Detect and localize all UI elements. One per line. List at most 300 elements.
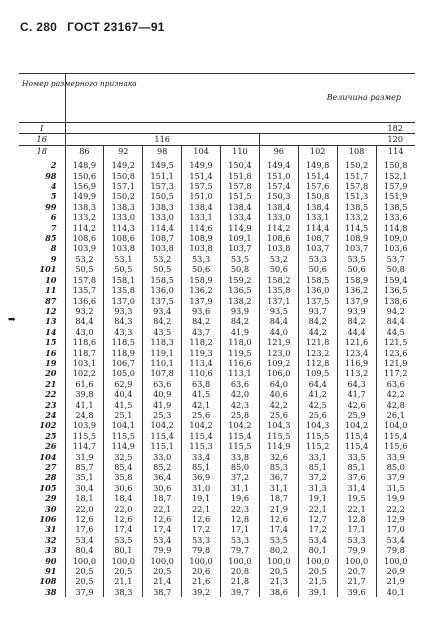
table-cell: 108,7 — [143, 233, 182, 243]
table-cell: 40,6 — [259, 389, 298, 399]
table-cell: 41,1 — [65, 400, 104, 410]
table-cell: 37,6 — [337, 472, 376, 482]
table-cell: 19,9 — [376, 493, 415, 503]
table-cell: 100,0 — [298, 556, 337, 566]
table-cell: 107,8 — [143, 368, 182, 378]
table-cell: 104,2 — [221, 420, 260, 430]
row-number: 16 — [45, 347, 57, 358]
table-row — [19, 462, 415, 472]
table-cell: 21,6 — [182, 576, 221, 586]
table-cell: 138,3 — [65, 202, 104, 212]
row1-value: 182 — [65, 123, 415, 134]
row-number: 30 — [45, 503, 57, 514]
table-cell: 113,4 — [182, 358, 221, 368]
column-header: 102 — [298, 145, 337, 156]
table-cell: 40,4 — [104, 389, 143, 399]
table-cell: 40,1 — [376, 587, 415, 597]
table-cell: 137,9 — [337, 296, 376, 306]
table-cell: 21,5 — [298, 576, 337, 586]
table-row — [19, 348, 415, 358]
table-row — [19, 524, 415, 534]
table-cell: 133,6 — [376, 212, 415, 222]
table-cell: 137,1 — [259, 296, 298, 306]
table-cell: 151,7 — [337, 171, 376, 181]
table-cell: 158,1 — [104, 275, 143, 285]
table-row — [19, 171, 415, 181]
column-header: 114 — [376, 145, 415, 156]
table-cell: 53,1 — [104, 254, 143, 264]
table-cell: 32,5 — [104, 452, 143, 462]
table-cell: 53,5 — [221, 254, 260, 264]
table-cell: 17,0 — [376, 524, 415, 534]
table-cell: 41,5 — [104, 400, 143, 410]
row-number: 12 — [45, 305, 57, 316]
table-cell: 100,0 — [337, 556, 376, 566]
table-cell: 118,0 — [221, 337, 260, 347]
row-number: 90 — [45, 555, 57, 566]
table-cell: 104,3 — [298, 420, 337, 430]
row-number: 9 — [50, 253, 57, 264]
row-label-18: 18 — [19, 145, 65, 156]
table-cell: 149,2 — [104, 160, 143, 170]
table-cell: 103,7 — [298, 243, 337, 253]
table-cell: 53,7 — [376, 254, 415, 264]
table-cell: 133,1 — [182, 212, 221, 222]
table-cell: 103,9 — [65, 243, 104, 253]
row-number: 19 — [45, 357, 57, 368]
table-cell: 84,2 — [182, 316, 221, 326]
table-cell: 39,2 — [182, 587, 221, 597]
table-cell: 136,5 — [376, 285, 415, 295]
table-cell: 41,2 — [298, 389, 337, 399]
table-cell: 104,3 — [259, 420, 298, 430]
table-cell: 84,2 — [298, 316, 337, 326]
table-cell: 41,9 — [143, 400, 182, 410]
table-cell: 108,6 — [259, 233, 298, 243]
row-number: 10 — [45, 274, 57, 285]
table-cell: 25,6 — [259, 410, 298, 420]
table-cell: 113,2 — [337, 368, 376, 378]
table-row — [19, 254, 415, 264]
row-label-16: 16 — [19, 134, 65, 145]
table-cell: 103,8 — [182, 243, 221, 253]
table-cell: 79,8 — [376, 545, 415, 555]
table-cell: 115,5 — [221, 441, 260, 451]
table-cell: 20,9 — [376, 566, 415, 576]
table-cell: 50,6 — [182, 264, 221, 274]
table-cell: 103,7 — [337, 243, 376, 253]
table-cell: 17,2 — [298, 524, 337, 534]
table-cell: 21,7 — [337, 576, 376, 586]
table-cell: 115,1 — [143, 441, 182, 451]
table-cell: 42,2 — [259, 400, 298, 410]
table-cell: 79,8 — [182, 545, 221, 555]
table-cell: 22,3 — [221, 504, 260, 514]
table-cell: 18,7 — [259, 493, 298, 503]
table-row — [19, 556, 415, 566]
table-cell: 20,8 — [221, 566, 260, 576]
table-row — [19, 472, 415, 482]
table-cell: 151,4 — [298, 171, 337, 181]
row-number: 101 — [39, 264, 57, 275]
table-row — [19, 379, 415, 389]
table-cell: 84,4 — [65, 316, 104, 326]
table-cell: 157,5 — [182, 181, 221, 191]
table-cell: 21,9 — [259, 504, 298, 514]
table-cell: 37,9 — [65, 587, 104, 597]
table-cell: 103,8 — [143, 243, 182, 253]
table-cell: 136,6 — [65, 296, 104, 306]
table-cell: 26,1 — [376, 410, 415, 420]
table-cell: 115,5 — [259, 431, 298, 441]
table-row — [19, 223, 415, 233]
table-cell: 30,4 — [65, 483, 104, 493]
table-cell: 85,0 — [221, 462, 260, 472]
table-cell: 138,5 — [337, 202, 376, 212]
table-row — [19, 337, 415, 347]
table-cell: 94,2 — [376, 306, 415, 316]
table-cell: 105,0 — [104, 368, 143, 378]
table-cell: 53,4 — [65, 535, 104, 545]
table-cell: 53,3 — [182, 254, 221, 264]
row-number: 14 — [45, 326, 57, 337]
table-cell: 115,4 — [376, 431, 415, 441]
table-cell: 115,4 — [182, 431, 221, 441]
row-number: 2 — [50, 160, 57, 171]
table-cell: 157,6 — [298, 181, 337, 191]
table-cell: 64,3 — [337, 379, 376, 389]
table-row — [19, 181, 415, 191]
table-cell: 79,9 — [143, 545, 182, 555]
column-header: 92 — [104, 145, 143, 156]
table-row — [19, 243, 415, 253]
table-cell: 33,8 — [221, 452, 260, 462]
table-cell: 150,3 — [259, 191, 298, 201]
table-cell: 53,4 — [298, 535, 337, 545]
table-cell: 12,6 — [65, 514, 104, 524]
table-cell: 149,9 — [65, 191, 104, 201]
table-cell: 85,1 — [337, 462, 376, 472]
table-cell: 44,0 — [259, 327, 298, 337]
table-cell: 133,2 — [337, 212, 376, 222]
table-row — [19, 316, 415, 326]
table-cell: 133,1 — [298, 212, 337, 222]
table-cell: 79,7 — [221, 545, 260, 555]
table-cell: 115,4 — [337, 441, 376, 451]
table-cell: 20,5 — [143, 566, 182, 576]
table-row — [19, 452, 415, 462]
table-cell: 42,1 — [182, 400, 221, 410]
table-cell: 20,5 — [259, 566, 298, 576]
row-number: 29 — [45, 493, 57, 504]
table-cell: 50,6 — [337, 264, 376, 274]
table-cell: 20,6 — [182, 566, 221, 576]
row-number: 31 — [45, 524, 57, 535]
table-cell: 20,5 — [298, 566, 337, 576]
table-cell: 114,4 — [143, 223, 182, 233]
table-cell: 138,6 — [376, 296, 415, 306]
table-cell: 50,6 — [259, 264, 298, 274]
row-number: 20 — [45, 368, 57, 379]
table-cell: 152,1 — [376, 171, 415, 181]
table-cell: 150,4 — [221, 160, 260, 170]
table-cell: 119,3 — [182, 348, 221, 358]
table-cell: 100,0 — [65, 556, 104, 566]
row-number: 104 — [39, 451, 57, 462]
table-cell: 85,7 — [65, 462, 104, 472]
table-cell: 33,1 — [298, 452, 337, 462]
table-cell: 44,4 — [337, 327, 376, 337]
row-number: 85 — [45, 233, 57, 244]
table-cell: 21,4 — [143, 576, 182, 586]
table-cell: 114,2 — [259, 223, 298, 233]
table-cell: 112,8 — [298, 358, 337, 368]
table-cell: 114,2 — [65, 223, 104, 233]
table-cell: 104,0 — [376, 420, 415, 430]
table-cell: 115,4 — [221, 431, 260, 441]
table-cell: 19,1 — [182, 493, 221, 503]
table-cell: 93,5 — [259, 306, 298, 316]
table-cell: 42,5 — [298, 400, 337, 410]
table-cell: 104,1 — [104, 420, 143, 430]
table-cell: 19,1 — [298, 493, 337, 503]
row-number: 13 — [45, 316, 57, 327]
table-cell: 103,6 — [376, 243, 415, 253]
table-row — [19, 358, 415, 368]
table-cell: 151,4 — [182, 171, 221, 181]
row-number: 102 — [39, 420, 57, 431]
table-row — [19, 493, 415, 503]
table-cell: 151,9 — [376, 191, 415, 201]
table-cell: 93,9 — [221, 306, 260, 316]
table-cell: 25,1 — [104, 410, 143, 420]
table-cell: 18,4 — [104, 493, 143, 503]
table-cell: 109,0 — [376, 233, 415, 243]
table-cell: 43,7 — [182, 327, 221, 337]
gost-title: ГОСТ 23167—91 — [67, 20, 165, 34]
row-number: 4 — [50, 181, 57, 192]
table-cell: 53,2 — [65, 254, 104, 264]
table-cell: 33,4 — [182, 452, 221, 462]
table-row — [19, 441, 415, 451]
table-cell: 31,0 — [182, 483, 221, 493]
table-cell: 22,0 — [65, 504, 104, 514]
table-cell: 151,0 — [182, 191, 221, 201]
table-cell: 20,7 — [337, 566, 376, 576]
table-cell: 32,6 — [259, 452, 298, 462]
row-number: 7 — [50, 222, 57, 233]
table-cell: 41,5 — [182, 389, 221, 399]
table-cell: 21,3 — [259, 576, 298, 586]
table-cell: 119,1 — [143, 348, 182, 358]
table-cell: 137,5 — [298, 296, 337, 306]
table-cell: 115,4 — [337, 431, 376, 441]
table-cell: 135,8 — [259, 285, 298, 295]
table-row — [19, 535, 415, 545]
table-row — [19, 285, 415, 295]
table-cell: 53,3 — [182, 535, 221, 545]
table-cell: 93,2 — [65, 306, 104, 316]
table-cell: 156,9 — [65, 181, 104, 191]
table-cell: 114,4 — [298, 223, 337, 233]
row-number: 5 — [50, 191, 57, 202]
table-cell: 157,8 — [337, 181, 376, 191]
table-cell: 115,4 — [143, 431, 182, 441]
table-cell: 18,1 — [65, 493, 104, 503]
table-cell: 133,0 — [104, 212, 143, 222]
table-cell: 33,9 — [376, 452, 415, 462]
table-cell: 50,8 — [376, 264, 415, 274]
table-row — [19, 275, 415, 285]
table-cell: 118,9 — [104, 348, 143, 358]
table-cell: 103,7 — [221, 243, 260, 253]
table-cell: 138,4 — [182, 202, 221, 212]
table-cell: 102,2 — [65, 368, 104, 378]
table-cell: 114,5 — [337, 223, 376, 233]
table-cell: 93,7 — [298, 306, 337, 316]
table-cell: 150,8 — [376, 160, 415, 170]
table-cell: 137,0 — [104, 296, 143, 306]
table-cell: 50,8 — [221, 264, 260, 274]
table-cell: 85,1 — [182, 462, 221, 472]
table-cell: 121,8 — [298, 337, 337, 347]
table-cell: 150,5 — [143, 191, 182, 201]
table-cell: 149,5 — [143, 160, 182, 170]
table-cell: 118,7 — [65, 348, 104, 358]
row-number: 87 — [45, 295, 57, 306]
table-cell: 136,5 — [221, 285, 260, 295]
table-cell: 63,6 — [376, 379, 415, 389]
table-cell: 38,6 — [259, 587, 298, 597]
row-number: 25 — [45, 430, 57, 441]
table-row — [19, 296, 415, 306]
table-row — [19, 483, 415, 493]
row-number: 105 — [39, 482, 57, 493]
table-cell: 39,7 — [221, 587, 260, 597]
table-cell: 116,6 — [221, 358, 260, 368]
table-row — [19, 431, 415, 441]
table-cell: 22,2 — [376, 504, 415, 514]
row-number: 27 — [45, 462, 57, 472]
table-cell: 121,6 — [337, 337, 376, 347]
table-cell: 36,4 — [143, 472, 182, 482]
table-cell: 85,4 — [104, 462, 143, 472]
table-cell: 43,0 — [65, 327, 104, 337]
table-cell: 53,3 — [337, 535, 376, 545]
column-header: 110 — [221, 145, 260, 156]
table-cell: 123,0 — [259, 348, 298, 358]
table-cell: 53,3 — [298, 254, 337, 264]
table-cell: 158,5 — [143, 275, 182, 285]
table-cell: 93,4 — [143, 306, 182, 316]
table-cell: 151,3 — [337, 191, 376, 201]
table-cell: 12,9 — [376, 514, 415, 524]
table-cell: 114,6 — [182, 223, 221, 233]
table-cell: 18,7 — [143, 493, 182, 503]
table-cell: 109,5 — [298, 368, 337, 378]
table-row — [19, 160, 415, 170]
table-cell: 150,6 — [65, 171, 104, 181]
table-cell: 123,4 — [337, 348, 376, 358]
row-label-1: I — [19, 123, 65, 134]
table-row — [19, 545, 415, 555]
table-cell: 114,9 — [221, 223, 260, 233]
table-cell: 137,9 — [182, 296, 221, 306]
table-cell: 22,1 — [337, 504, 376, 514]
table-cell: 93,3 — [104, 306, 143, 316]
table-cell: 151,0 — [259, 171, 298, 181]
table-cell: 115,2 — [298, 441, 337, 451]
table-cell: 159,2 — [221, 275, 260, 285]
row-number: 91 — [45, 566, 57, 577]
table-cell: 100,0 — [376, 556, 415, 566]
table-cell: 36,9 — [182, 472, 221, 482]
table-cell: 100,0 — [182, 556, 221, 566]
row-number: 99 — [45, 201, 57, 212]
table-cell: 114,7 — [65, 441, 104, 451]
table-cell: 84,2 — [337, 316, 376, 326]
table-cell: 157,1 — [104, 181, 143, 191]
table-cell: 33,5 — [337, 452, 376, 462]
table-cell: 100,0 — [259, 556, 298, 566]
table-cell: 114,8 — [376, 223, 415, 233]
table-cell: 121,5 — [376, 337, 415, 347]
table-cell: 135,7 — [65, 285, 104, 295]
table-cell: 39,6 — [337, 587, 376, 597]
table-cell: 116,9 — [337, 358, 376, 368]
table-cell: 17,4 — [259, 524, 298, 534]
column-header: 104 — [182, 145, 221, 156]
table-cell: 133,4 — [221, 212, 260, 222]
table-cell: 119,5 — [221, 348, 260, 358]
table-cell: 151,8 — [221, 171, 260, 181]
table-cell: 158,9 — [337, 275, 376, 285]
table-cell: 12,8 — [337, 514, 376, 524]
table-cell: 136,2 — [337, 285, 376, 295]
table-cell: 64,0 — [259, 379, 298, 389]
table-cell: 150,8 — [104, 171, 143, 181]
table-row — [19, 233, 415, 243]
table-cell: 20,5 — [65, 566, 104, 576]
table-cell: 121,9 — [259, 337, 298, 347]
table-cell: 39,1 — [298, 587, 337, 597]
table-cell: 103,9 — [65, 420, 104, 430]
row-number: 28 — [45, 472, 57, 483]
table-cell: 103,8 — [104, 243, 143, 253]
table-cell: 17,2 — [182, 524, 221, 534]
table-cell: 106,0 — [259, 368, 298, 378]
table-cell: 31,9 — [65, 452, 104, 462]
table-cell: 31,3 — [298, 483, 337, 493]
table-row — [19, 587, 415, 597]
table-cell: 85,2 — [143, 462, 182, 472]
table-cell: 85,3 — [259, 462, 298, 472]
page-number: С. 280 — [20, 20, 58, 34]
table-cell: 100,0 — [143, 556, 182, 566]
row-number: 33 — [45, 545, 57, 556]
table-cell: 100,0 — [221, 556, 260, 566]
row-number: 38 — [45, 586, 57, 597]
table-cell: 115,5 — [298, 431, 337, 441]
table-row — [19, 191, 415, 201]
table-cell: 103,8 — [259, 243, 298, 253]
table-cell: 25,9 — [337, 410, 376, 420]
row-number: 108 — [39, 576, 57, 587]
table-cell: 17,4 — [143, 524, 182, 534]
row-number: 106 — [39, 514, 57, 525]
table-cell: 12,6 — [143, 514, 182, 524]
table-cell: 17,4 — [104, 524, 143, 534]
